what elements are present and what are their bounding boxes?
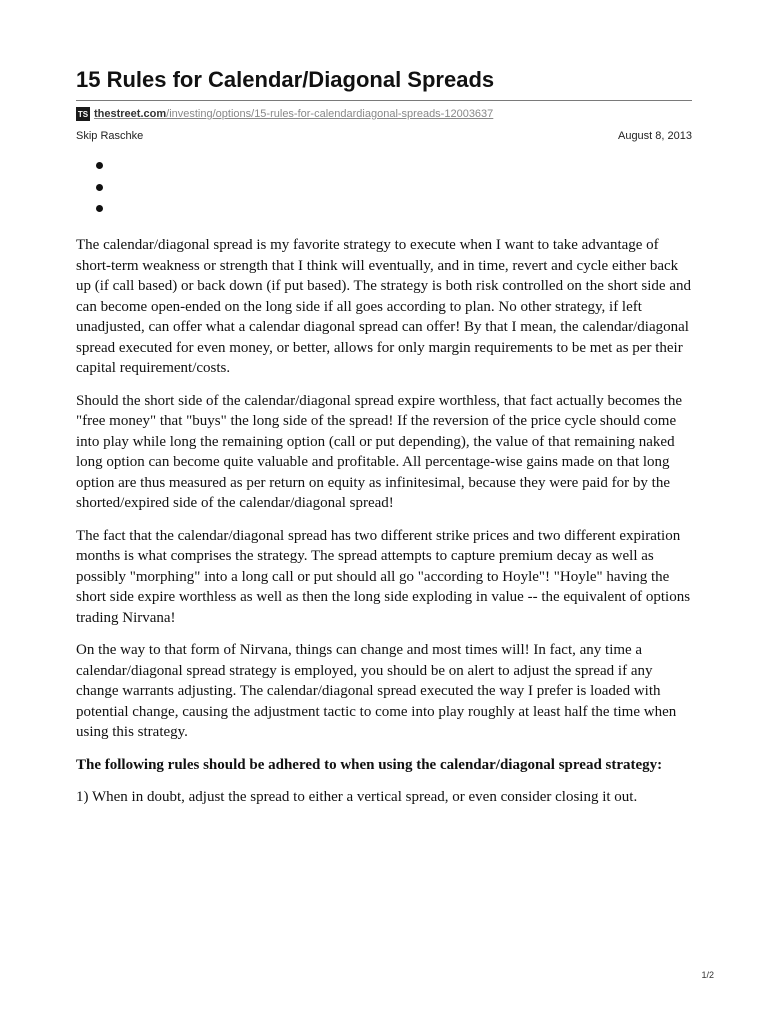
empty-bullet-list — [96, 162, 103, 227]
paragraph: Should the short side of the calendar/diagonal spread expire worthless, that fact actually becomes the "free money" that "buys" the long side of the spread! If the reversion of the price cycle should come into play while long the remaining option (call or put depending), the value of that remaining naked long option can become quite valuable and profitable. All percentage-wise gains made on that long option are thus measured as per return on equity as infinitesimal, because they were paid for by the shorted/expired side of the calendar/diagonal spread! — [76, 392, 683, 511]
paragraph: The calendar/diagonal spread is my favorite strategy to execute when I want to take advantage of short-term weakness or strength that I think will eventually, and in time, revert and cycle either back up (if call based) or back down (if put based). The strategy is both risk controlled on the short side and can become open-ended on the long side if all goes according to plan. No other strategy, if left unadjusted, can offer what a calendar diagonal spread can offer! By that I mean, the calendar/diagonal spread executed for even money, or better, allows for only margin requirements to be met as per their capital requirement/costs. — [76, 237, 691, 376]
bullet-icon — [96, 162, 103, 169]
page-title: 15 Rules for Calendar/Diagonal Spreads — [76, 67, 495, 92]
source-line — [76, 106, 493, 122]
source-url-link[interactable] — [94, 108, 493, 120]
rule-item: 1) When in doubt, adjust the spread to either a vertical spread, or even consider closing it out. — [76, 789, 638, 805]
bullet-icon — [96, 184, 103, 191]
article-body — [76, 235, 696, 820]
source-path: /investing/options/15-rules-for-calendardiagonal-spreads-12003637 — [166, 108, 494, 120]
thestreet-logo-icon: TS — [76, 107, 90, 121]
byline — [76, 130, 692, 142]
paragraph: On the way to that form of Nirvana, things can change and most times will! In fact, any time a calendar/diagonal spread strategy is employed, you should be on alert to adjust the spread if any change warrants adjusting. The calendar/diagonal spread executed the way I prefer is loaded with potential change, causing the adjustment tactic to come into play roughly at least half the time when using this strategy. — [76, 642, 677, 740]
author: Skip Raschke — [76, 130, 144, 142]
bullet-icon — [96, 205, 103, 212]
paragraph: The fact that the calendar/diagonal spread has two different strike prices and two different expiration months is what comprises the strategy. The spread attempts to capture premium decay as well as possibly "morphing" into a long call or put should all go "according to Hoyle"! "Hoyle" having the short side expire worthless as well as then the long side exploding in value -- the equivalent of options trading Nirvana! — [76, 527, 691, 626]
page-number: 1/2 — [701, 970, 714, 980]
source-domain: thestreet.com — [94, 108, 167, 120]
rules-heading: The following rules should be adhered to when using the calendar/diagonal spread strategy: — [76, 756, 663, 773]
publish-date: August 8, 2013 — [617, 130, 692, 142]
title-divider — [76, 100, 692, 101]
